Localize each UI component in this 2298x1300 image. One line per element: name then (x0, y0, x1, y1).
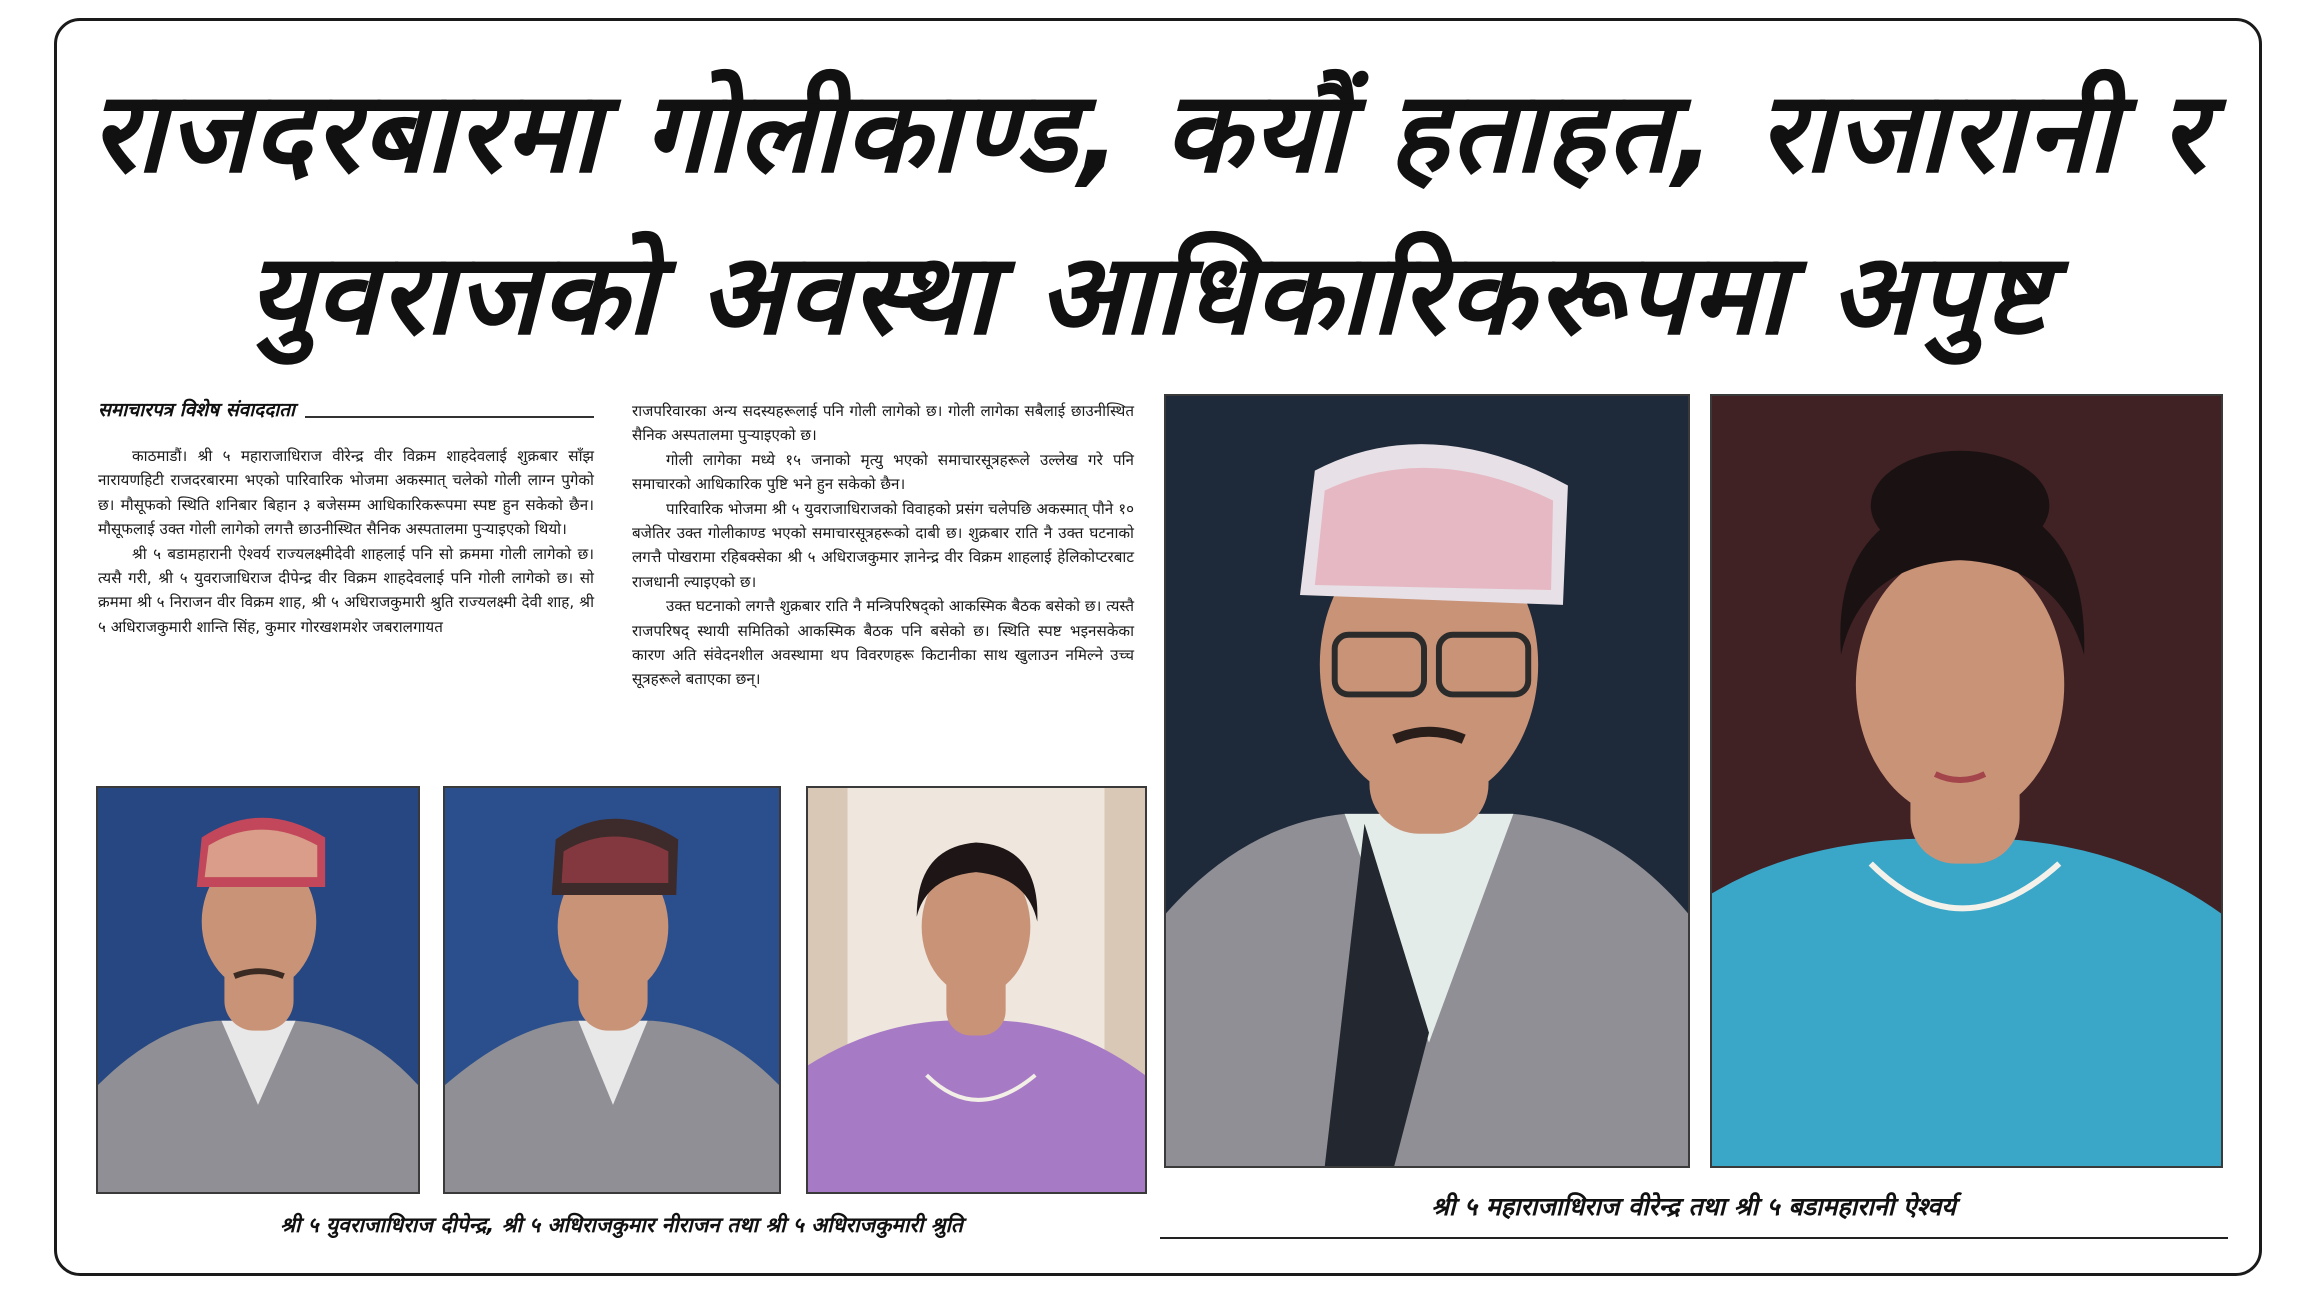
photo-crown-prince (96, 786, 420, 1194)
photo-prince (443, 786, 781, 1194)
headline-line-2: युवराजको अवस्था आधिकारिकरूपमा अपुष्ट (247, 230, 2051, 360)
article-paragraph: राजपरिवारका अन्य सदस्यहरूलाई पनि गोली लागेको छ। गोली लागेका सबैलाई छाउनीस्थित सैनिक अस्पतालमा पुऱ्याइएको छ। (632, 402, 1134, 445)
article-column-2 (632, 399, 1134, 692)
byline-rule (305, 416, 594, 418)
article-paragraph: श्री ५ बडामहारानी ऐश्वर्य राज्यलक्ष्मीदेवी शाहलाई पनि सो क्रममा गोली लागेको छ। त्यसै गरी, श्री ५ युवराजाधिराज दीपेन्द्र वीर विक्रम शाहदेवलाई पनि गोली लागेको छ। सो क्रममा श्री ५ निराजन वीर विक्रम शाह, श्री ५ अधिराजकुमारी श्रुति राज्यलक्ष्मी देवी शाह, श्री ५ अधिराजकुमारी शान्ति सिंह, कुमार गोरखशमशेर जबरालगायत (98, 544, 594, 636)
article-paragraph: पारिवारिक भोजमा श्री ५ युवराजाधिराजको विवाहको प्रसंग चलेपछि अकस्मात् पौने १० बजेतिर उक्त गोलीकाण्ड भएको समाचारसूत्रहरूको दाबी छ। शुक्रबार राति नै उक्त घटनाको लगत्तै पोखरामा रहिबक्सेका श्री ५ अधिराजकुमार ज्ञानेन्द्र वीर विक्रम शाहलाई हेलिकोप्टरबाट राजधानी ल्याइएको छ। (632, 499, 1134, 591)
photo-queen (1710, 394, 2223, 1168)
byline (98, 396, 594, 422)
headline-line-1: राजदरबारमा गोलीकाण्ड, कयौं हताहत, राजारानी र (90, 68, 2208, 198)
byline-text: समाचारपत्र विशेष संवाददाता (98, 399, 295, 421)
article-column-1 (98, 444, 594, 639)
photo-king (1164, 394, 1690, 1168)
caption-right: श्री ५ महाराजाधिराज वीरेन्द्र तथा श्री ५ बडामहारानी ऐश्वर्य (1431, 1192, 1956, 1221)
article-paragraph: उक्त घटनाको लगत्तै शुक्रबार राति नै मन्त्रिपरिषद्को आकस्मिक बैठक बसेको छ। त्यस्तै राजपरिषद् स्थायी समितिको आकस्मिक बैठक पनि बसेको छ। स्थिति स्पष्ट भइनसकेका कारण अति संवेदनशील अवस्थामा थप विवरणहरू किटानीका साथ खुलाउन नमिल्ने उच्च सूत्रहरूले बताएका छन्। (632, 597, 1134, 689)
photo-princess (806, 786, 1147, 1194)
article-paragraph: गोली लागेका मध्ये १५ जनाको मृत्यु भएको समाचारसूत्रहरूले उल्लेख गरे पनि समाचारको आधिकारिक पुष्टि भने हुन सकेको छैन। (632, 450, 1134, 494)
caption-rule (1160, 1237, 2228, 1239)
article-paragraph: काठमाडौं। श्री ५ महाराजाधिराज वीरेन्द्र वीर विक्रम शाहदेवलाई शुक्रबार साँझ नारायणहिटी राजदरबारमा भएको पारिवारिक भोजमा अकस्मात् चलेको गोली लाग्न पुगेको छ। मौसूफको स्थिति शनिबार बिहान ३ बजेसम्म आधिकारिकरूपमा स्पष्ट हुन सकेको छैन। मौसूफलाई उक्त गोली लागेको लगत्तै छाउनीस्थित सैनिक अस्पतालमा पुऱ्याइएको थियो। (98, 447, 594, 539)
caption-left: श्री ५ युवराजाधिराज दीपेन्द्र, श्री ५ अधिराजकुमार नीराजन तथा श्री ५ अधिराजकुमारी श्रुति (280, 1213, 963, 1237)
